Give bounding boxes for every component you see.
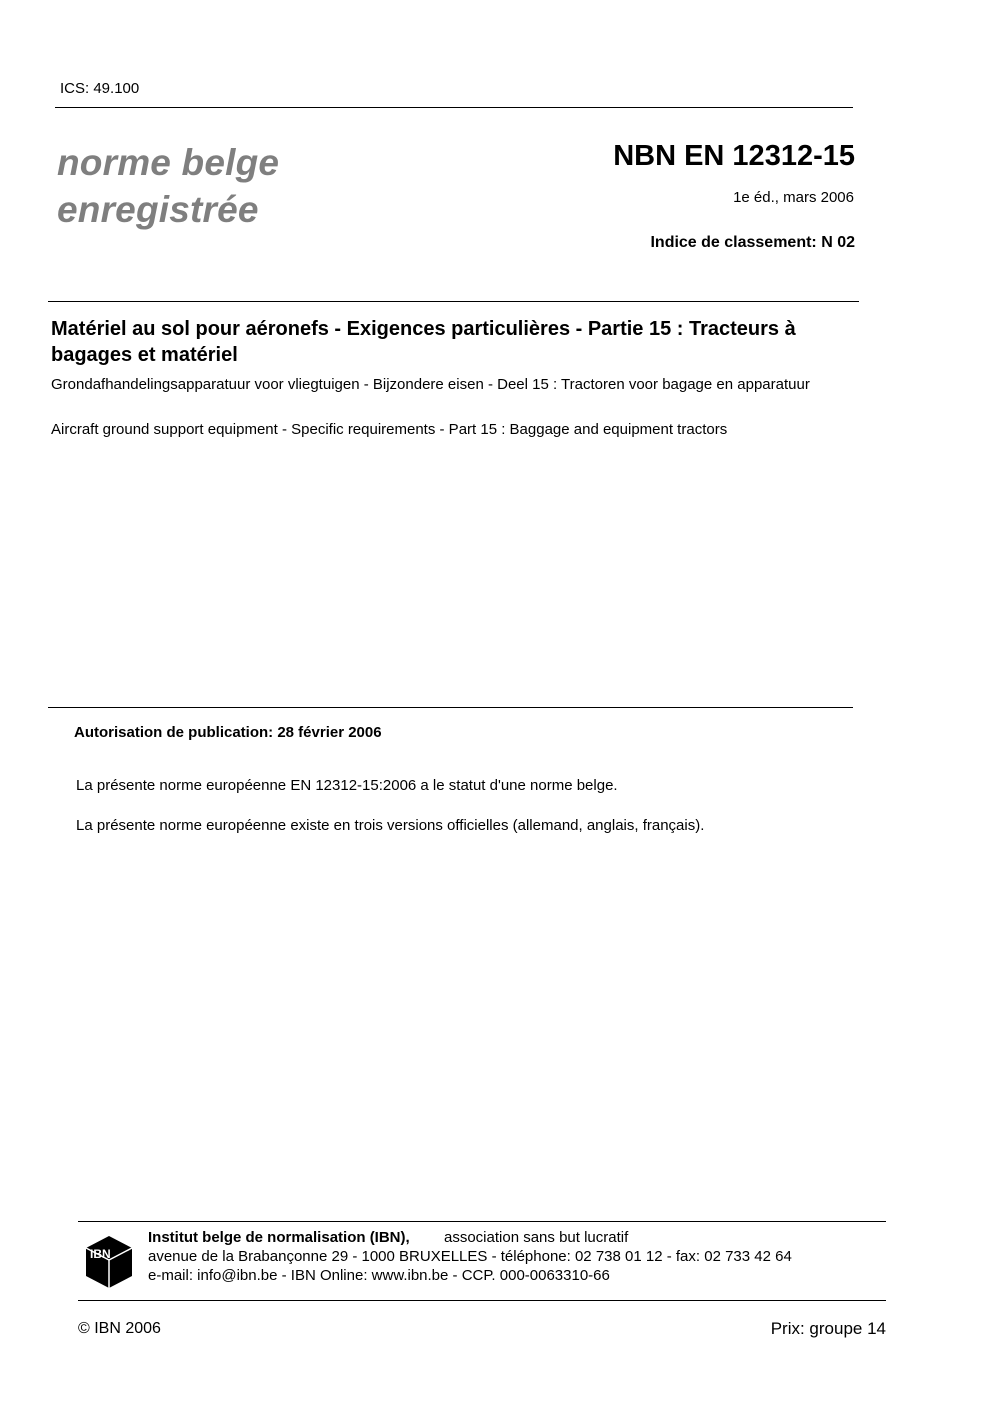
versions-paragraph: La présente norme européenne existe en trois versions officielles (allemand, anglais, français). — [76, 817, 705, 834]
brand-line-2: enregistrée — [57, 189, 259, 230]
standard-number: NBN EN 12312-15 — [613, 140, 855, 172]
institute-contact: e-mail: info@ibn.be - IBN Online: www.ibn.be - CCP. 000-0063310-66 — [148, 1267, 610, 1284]
status-paragraph: La présente norme européenne EN 12312-15:2006 a le statut d'une norme belge. — [76, 777, 618, 794]
title-french: Matériel au sol pour aéronefs - Exigences particulières - Partie 15 : Tracteurs à bagages et matériel — [51, 318, 796, 366]
title-dutch: Grondafhandelingsapparatuur voor vliegtuigen - Bijzondere eisen - Deel 15 : Tractoren voor bagage en apparatuur — [51, 376, 810, 393]
footer-bottom-rule — [78, 1300, 886, 1301]
ics-code: ICS: 49.100 — [60, 80, 140, 97]
title-english: Aircraft ground support equipment - Specific requirements - Part 15 : Baggage and equipment tractors — [51, 421, 728, 438]
publication-authorization: Autorisation de publication: 28 février 2006 — [74, 724, 382, 741]
footer-top-rule — [78, 1221, 886, 1222]
ibn-logo-icon — [84, 1234, 134, 1290]
institute-name: Institut belge de normalisation (IBN), — [148, 1229, 410, 1246]
copyright: © IBN 2006 — [78, 1320, 161, 1337]
logo-text: IBN — [90, 1247, 111, 1261]
institute-address: avenue de la Brabançonne 29 - 1000 BRUXELLES - téléphone: 02 738 01 12 - fax: 02 733 42 64 — [148, 1248, 792, 1265]
title-rule — [48, 301, 859, 302]
edition-date: 1e éd., mars 2006 — [733, 189, 854, 206]
publication-rule — [48, 707, 853, 708]
institute-type: association sans but lucratif — [444, 1229, 629, 1246]
price-group: Prix: groupe 14 — [770, 1319, 886, 1338]
header-rule — [55, 107, 853, 108]
classification-index: Indice de classement: N 02 — [650, 234, 855, 251]
brand-line-1: norme belge — [57, 142, 280, 183]
